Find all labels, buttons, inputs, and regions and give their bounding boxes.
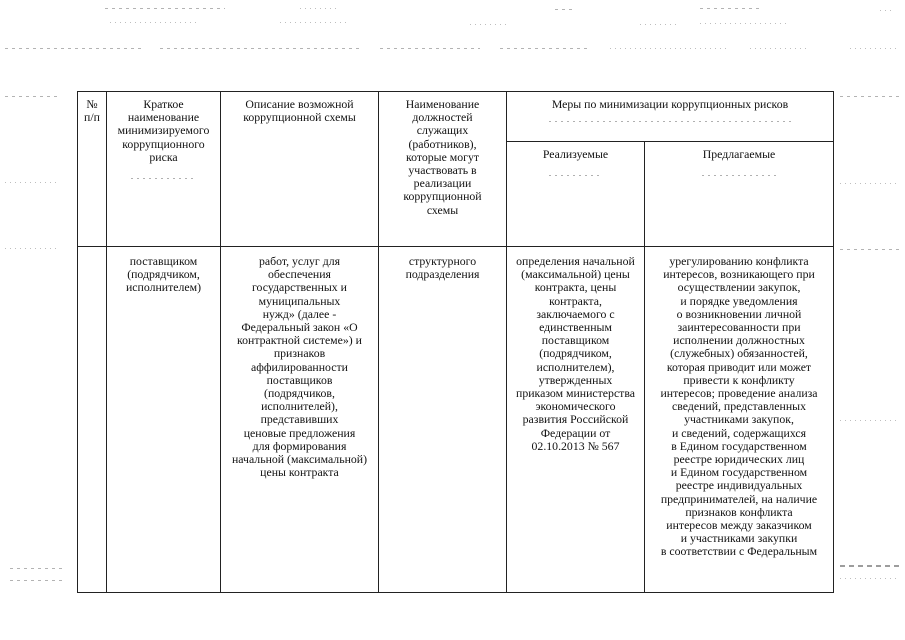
table-row (78, 247, 834, 593)
cell-scheme-description: работ, услуг для обеспечения государственных и муниципальных нужд» (далее - Федеральный закон «О контрактной системе») и признаков аффилированности поставщиков (подрядчиков, исполнителей), представивших ценовые предложения для формирования начальной (максимальной) цены контракта (221, 247, 379, 593)
table-header-row (78, 92, 834, 142)
corruption-risk-table (77, 91, 834, 593)
header-cell-implemented: Реализуемые (507, 142, 645, 247)
cell-num (78, 247, 107, 593)
header-cell-scheme-description: Описание возможной коррупционной схемы (221, 92, 379, 247)
header-cell-measures: Меры по минимизации коррупционных рисков (507, 92, 834, 142)
cell-positions: структурного подразделения (379, 247, 507, 593)
header-cell-proposed: Предлагаемые (645, 142, 834, 247)
header-cell-positions: Наименование должностей служащих (работников), которые могут участвовать в реализации коррупционной схемы (379, 92, 507, 247)
cell-short-name: поставщиком (подрядчиком, исполнителем) (107, 247, 221, 593)
header-cell-short-name: Краткое наименование минимизируемого коррупционного риска (107, 92, 221, 247)
cell-proposed: урегулированию конфликта интересов, возникающего при осуществлении закупок, и порядке уведомления о возникновении личной заинтересованности при исполнении должностных (служебных) обязанностей, которая приводит или может привести к конфликту интересов; проведение анализа сведений, представленных участниками закупок, и сведений, содержащихся в Едином государственном реестре юридических лиц и Едином государственном реестре индивидуальных предпринимателей, на наличие признаков конфликта интересов между заказчиком и участниками закупки в соответствии с Федеральным (645, 247, 834, 593)
cell-implemented: определения начальной (максимальной) цены контракта, цены контракта, заключаемого с единственным поставщиком (подрядчиком, исполнителем), утвержденных приказом министерства экономического развития Российской Федерации от 02.10.2013 № 567 (507, 247, 645, 593)
header-cell-num: № п/п (78, 92, 107, 247)
